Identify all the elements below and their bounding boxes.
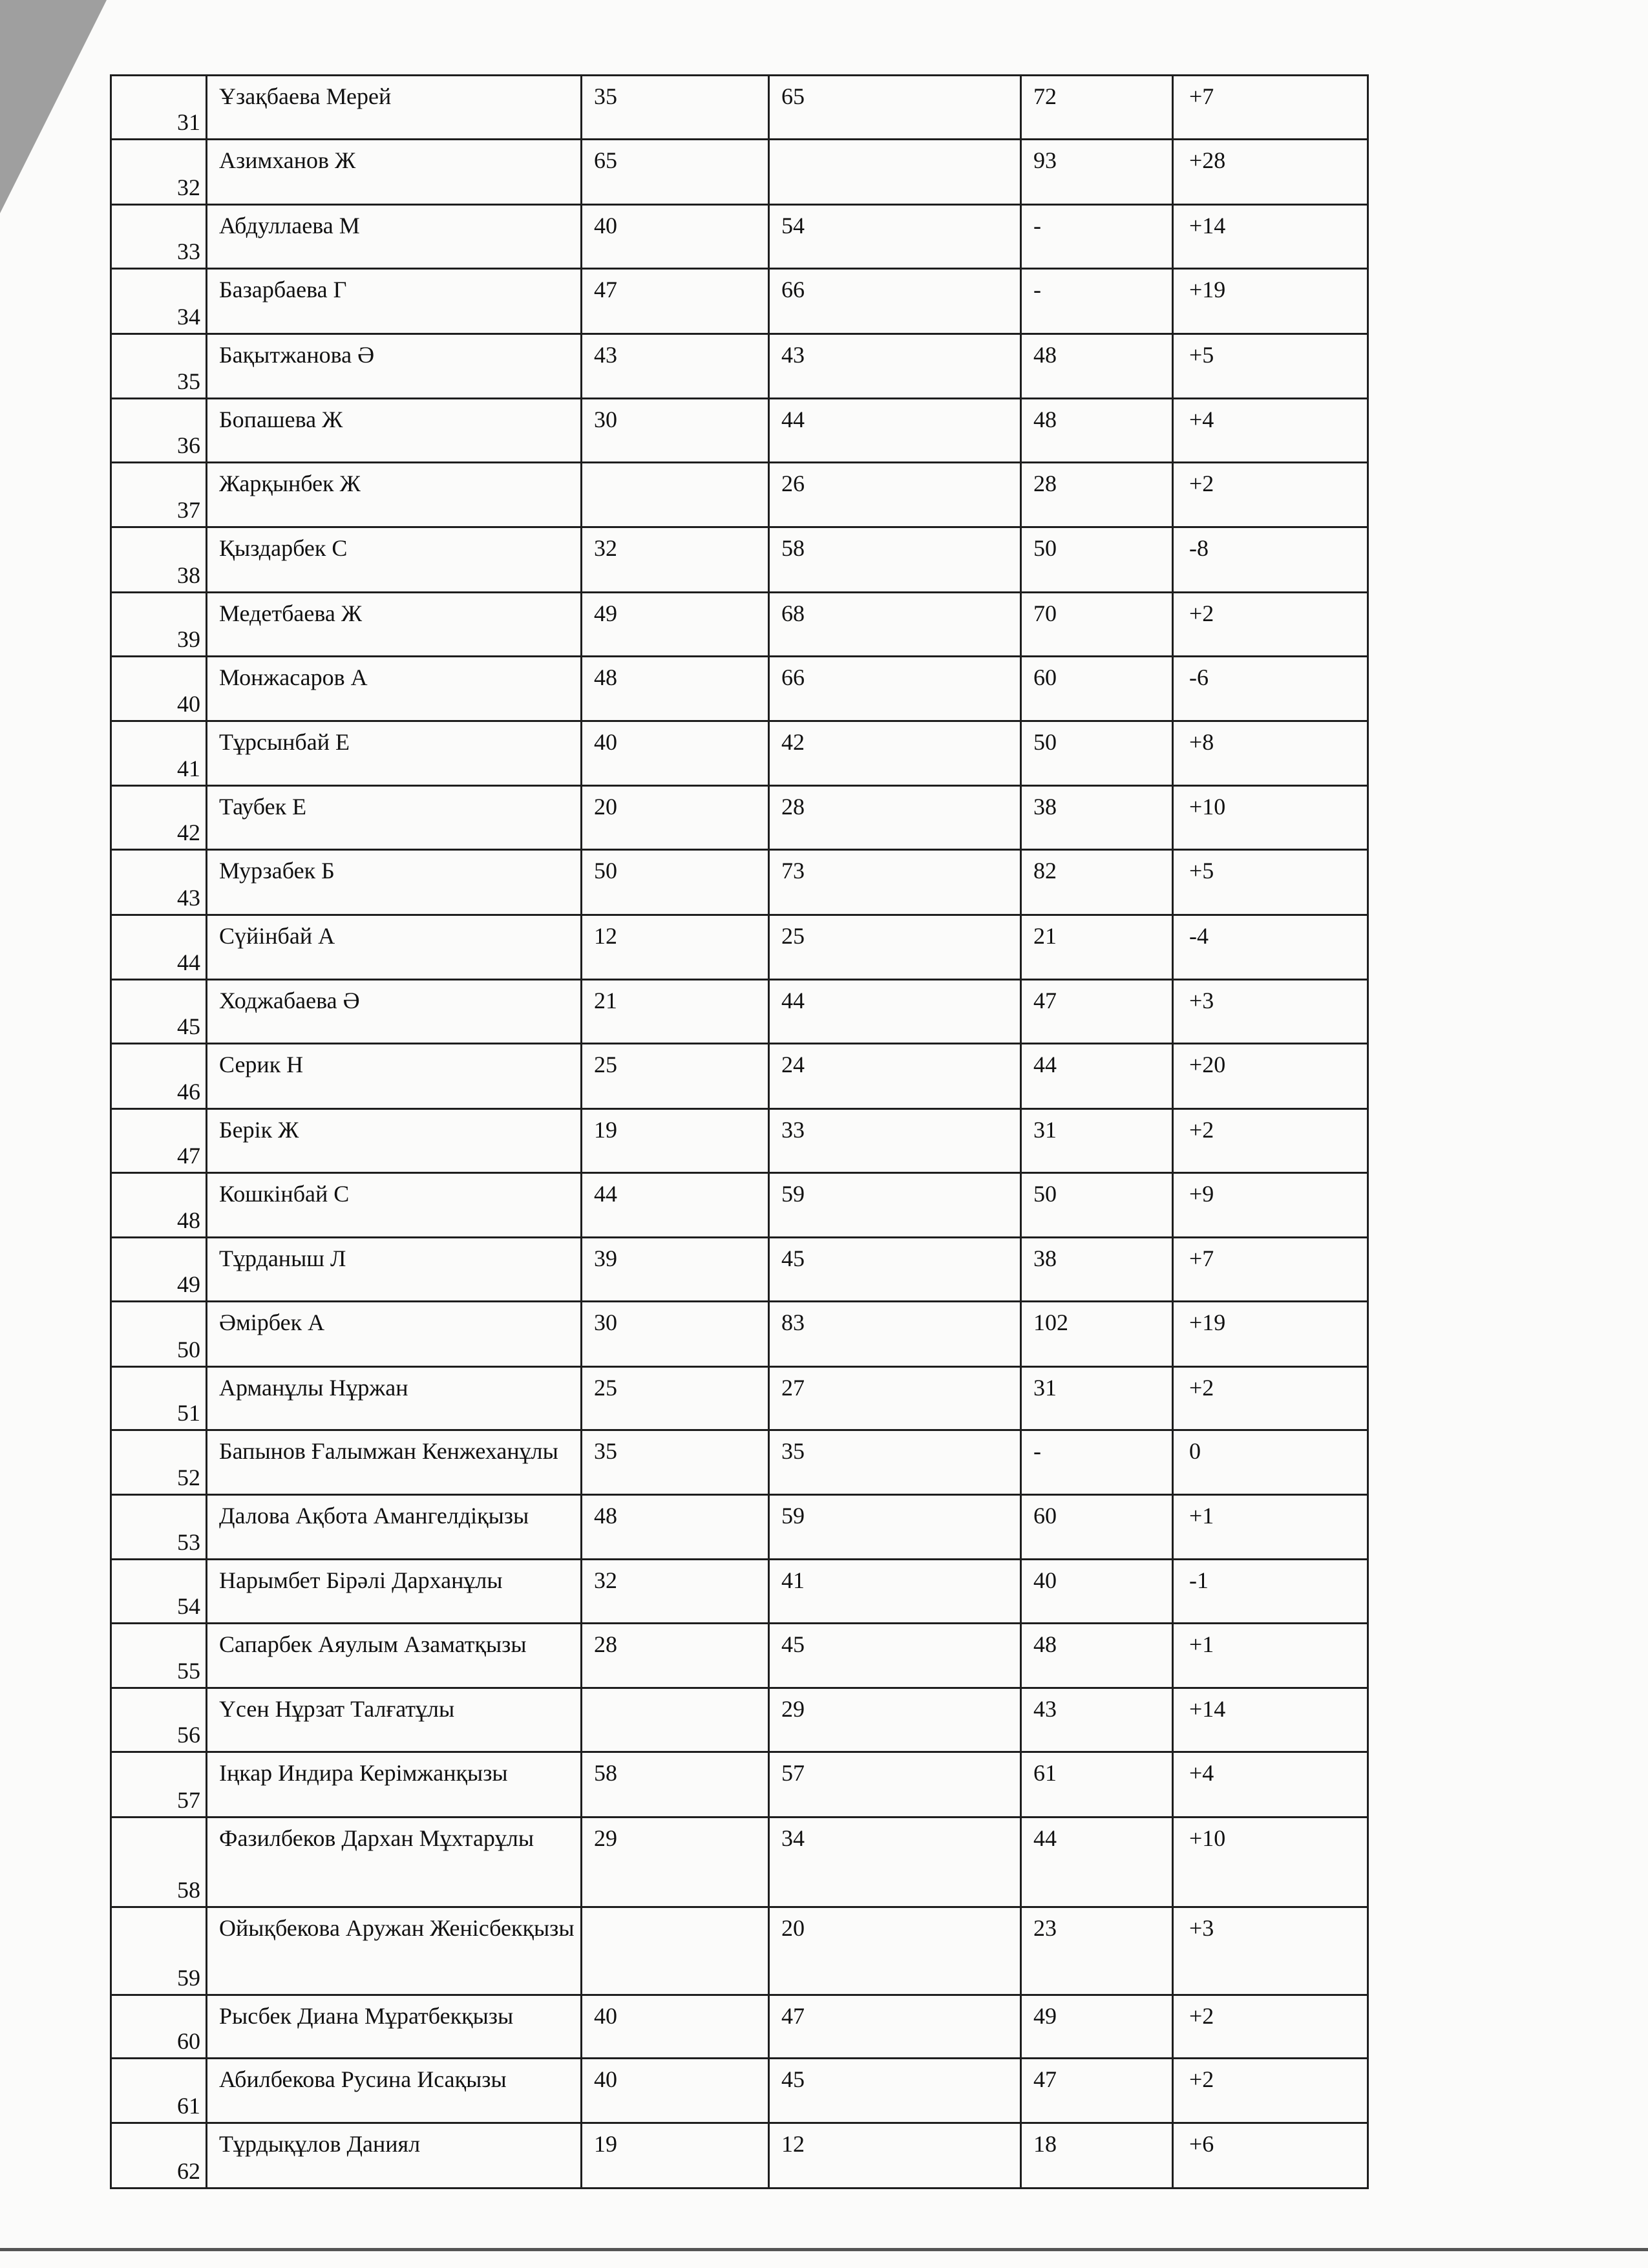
score-3: 43 [1021,1688,1173,1752]
score-2: 44 [769,980,1021,1044]
table-row [111,2059,1368,2123]
row-number: 38 [111,527,207,593]
score-1: 28 [582,1624,769,1688]
student-name: Азимханов Ж [207,140,582,205]
score-change: +5 [1173,334,1368,399]
score-1: 20 [582,786,769,850]
score-change: +1 [1173,1624,1368,1688]
score-3: 50 [1021,527,1173,593]
row-number: 44 [111,915,207,980]
score-change: +1 [1173,1495,1368,1560]
student-name: Үсен Нұрзат Талғатұлы [207,1688,582,1752]
score-2: 58 [769,527,1021,593]
score-3: 21 [1021,915,1173,980]
score-1: 65 [582,140,769,205]
table-row [111,721,1368,786]
score-1 [582,1688,769,1752]
row-number: 57 [111,1752,207,1818]
score-1: 21 [582,980,769,1044]
student-name: Бапынов Ғалымжан Кенжеханұлы [207,1430,582,1495]
score-1: 25 [582,1367,769,1430]
table-row [111,1907,1368,1995]
score-2: 41 [769,1560,1021,1624]
table-row [111,980,1368,1044]
student-name: Сүйінбай А [207,915,582,980]
score-1: 48 [582,657,769,721]
table-row [111,915,1368,980]
score-2 [769,140,1021,205]
table-row [111,76,1368,140]
student-name: Кошкінбай С [207,1173,582,1238]
score-3: 48 [1021,334,1173,399]
score-2: 45 [769,1624,1021,1688]
table-row [111,593,1368,657]
table-row [111,850,1368,915]
score-1: 30 [582,1302,769,1367]
score-change: +5 [1173,850,1368,915]
score-3: 18 [1021,2123,1173,2189]
score-3: 31 [1021,1109,1173,1173]
row-number: 61 [111,2059,207,2123]
score-1: 39 [582,1238,769,1302]
row-number: 47 [111,1109,207,1173]
table-row [111,205,1368,269]
score-2: 83 [769,1302,1021,1367]
score-change: +10 [1173,786,1368,850]
score-3: 72 [1021,76,1173,140]
row-number: 36 [111,399,207,463]
student-name: Серик Н [207,1044,582,1109]
score-3: 48 [1021,1624,1173,1688]
score-change: +4 [1173,1752,1368,1818]
score-change: +4 [1173,399,1368,463]
score-3: - [1021,1430,1173,1495]
student-name: Бақытжанова Ә [207,334,582,399]
score-1: 19 [582,1109,769,1173]
table-row [111,1173,1368,1238]
student-name: Абдуллаева М [207,205,582,269]
score-2: 59 [769,1173,1021,1238]
score-change: +3 [1173,980,1368,1044]
student-name: Тұрсынбай Е [207,721,582,786]
student-name: Базарбаева Г [207,269,582,334]
score-2: 66 [769,657,1021,721]
score-2: 65 [769,76,1021,140]
row-number: 39 [111,593,207,657]
score-3: 38 [1021,1238,1173,1302]
row-number: 56 [111,1688,207,1752]
score-change: +2 [1173,463,1368,527]
score-3: 31 [1021,1367,1173,1430]
score-change: +7 [1173,1238,1368,1302]
score-3: 60 [1021,1495,1173,1560]
row-number: 35 [111,334,207,399]
score-1: 32 [582,1560,769,1624]
score-change: +14 [1173,205,1368,269]
score-1: 50 [582,850,769,915]
score-change: +10 [1173,1818,1368,1907]
score-change: -1 [1173,1560,1368,1624]
score-2: 73 [769,850,1021,915]
student-name: Ұзақбаева Мерей [207,76,582,140]
score-change: +3 [1173,1907,1368,1995]
row-number: 60 [111,1995,207,2059]
table-row [111,334,1368,399]
table-row [111,527,1368,593]
score-2: 12 [769,2123,1021,2189]
table-row [111,140,1368,205]
score-2: 28 [769,786,1021,850]
score-1: 48 [582,1495,769,1560]
score-2: 43 [769,334,1021,399]
score-3: 102 [1021,1302,1173,1367]
scan-bottom-edge [0,2248,1648,2251]
score-2: 42 [769,721,1021,786]
score-change: 0 [1173,1430,1368,1495]
score-1: 40 [582,2059,769,2123]
score-2: 44 [769,399,1021,463]
student-name: Медетбаева Ж [207,593,582,657]
score-3: 82 [1021,850,1173,915]
row-number: 45 [111,980,207,1044]
student-name: Абилбекова Русина Исақызы [207,2059,582,2123]
row-number: 58 [111,1818,207,1907]
row-number: 62 [111,2123,207,2189]
score-2: 33 [769,1109,1021,1173]
score-change: +2 [1173,2059,1368,2123]
table-row [111,1109,1368,1173]
row-number: 55 [111,1624,207,1688]
row-number: 33 [111,205,207,269]
table-row [111,1688,1368,1752]
score-1: 40 [582,721,769,786]
score-change: +2 [1173,593,1368,657]
row-number: 40 [111,657,207,721]
row-number: 37 [111,463,207,527]
score-3: 93 [1021,140,1173,205]
score-2: 25 [769,915,1021,980]
table-row [111,1302,1368,1367]
table-row [111,1818,1368,1907]
score-2: 47 [769,1995,1021,2059]
score-change: +8 [1173,721,1368,786]
score-1 [582,1907,769,1995]
student-name: Тұрдықұлов Даниял [207,2123,582,2189]
results-table-body [111,76,1368,2189]
student-name: Фазилбеков Дархан Мұхтарұлы [207,1818,582,1907]
score-3: 49 [1021,1995,1173,2059]
student-name: Далова Ақбота Амангелдіқызы [207,1495,582,1560]
student-name: Ходжабаева Ә [207,980,582,1044]
score-1: 12 [582,915,769,980]
score-change: +9 [1173,1173,1368,1238]
row-number: 59 [111,1907,207,1995]
score-1: 25 [582,1044,769,1109]
score-change: +19 [1173,269,1368,334]
score-change: +14 [1173,1688,1368,1752]
score-1: 47 [582,269,769,334]
table-row [111,1995,1368,2059]
table-row [111,657,1368,721]
score-3: 44 [1021,1044,1173,1109]
score-change: +19 [1173,1302,1368,1367]
score-1: 32 [582,527,769,593]
score-2: 35 [769,1430,1021,1495]
table-row [111,2123,1368,2189]
score-3: 44 [1021,1818,1173,1907]
row-number: 52 [111,1430,207,1495]
score-change: -4 [1173,915,1368,980]
score-2: 45 [769,1238,1021,1302]
row-number: 48 [111,1173,207,1238]
table-row [111,1560,1368,1624]
score-3: 47 [1021,2059,1173,2123]
score-change: -8 [1173,527,1368,593]
results-table [110,74,1369,2189]
score-3: 60 [1021,657,1173,721]
score-2: 34 [769,1818,1021,1907]
score-change: +7 [1173,76,1368,140]
score-change: +2 [1173,1367,1368,1430]
score-3: 48 [1021,399,1173,463]
student-name: Таубек Е [207,786,582,850]
row-number: 49 [111,1238,207,1302]
score-1: 58 [582,1752,769,1818]
row-number: 50 [111,1302,207,1367]
student-name: Ойықбекова Аружан Женісбекқызы [207,1907,582,1995]
row-number: 43 [111,850,207,915]
scan-corner-shadow [0,0,107,213]
student-name: Тұрданыш Л [207,1238,582,1302]
student-name: Қыздарбек С [207,527,582,593]
row-number: 51 [111,1367,207,1430]
score-change: +6 [1173,2123,1368,2189]
score-change: -6 [1173,657,1368,721]
table-row [111,1495,1368,1560]
table-row [111,1430,1368,1495]
score-2: 26 [769,463,1021,527]
student-name: Нарымбет Бірәлі Дарханұлы [207,1560,582,1624]
score-1: 49 [582,593,769,657]
score-3: 70 [1021,593,1173,657]
score-3: 50 [1021,721,1173,786]
score-3: 61 [1021,1752,1173,1818]
table-row [111,463,1368,527]
table-row [111,1238,1368,1302]
row-number: 54 [111,1560,207,1624]
row-number: 34 [111,269,207,334]
score-2: 29 [769,1688,1021,1752]
score-1: 19 [582,2123,769,2189]
score-2: 66 [769,269,1021,334]
score-1: 44 [582,1173,769,1238]
score-3: 28 [1021,463,1173,527]
student-name: Жарқынбек Ж [207,463,582,527]
score-3: - [1021,269,1173,334]
score-change: +20 [1173,1044,1368,1109]
score-1: 40 [582,1995,769,2059]
table-row [111,269,1368,334]
table-row [111,786,1368,850]
score-3: 38 [1021,786,1173,850]
score-1: 40 [582,205,769,269]
table-row [111,1044,1368,1109]
student-name: Рысбек Диана Мұратбекқызы [207,1995,582,2059]
student-name: Монжасаров А [207,657,582,721]
student-name: Әмірбек А [207,1302,582,1367]
student-name: Сапарбек Аяулым Азаматқызы [207,1624,582,1688]
score-2: 24 [769,1044,1021,1109]
student-name: Мурзабек Б [207,850,582,915]
score-change: +28 [1173,140,1368,205]
score-change: +2 [1173,1995,1368,2059]
score-1: 35 [582,1430,769,1495]
score-3: 47 [1021,980,1173,1044]
score-2: 20 [769,1907,1021,1995]
table-row [111,1367,1368,1430]
score-3: 23 [1021,1907,1173,1995]
score-1: 29 [582,1818,769,1907]
row-number: 53 [111,1495,207,1560]
student-name: Іңкар Индира Керімжанқызы [207,1752,582,1818]
score-1: 35 [582,76,769,140]
student-name: Берік Ж [207,1109,582,1173]
row-number: 32 [111,140,207,205]
row-number: 41 [111,721,207,786]
score-2: 45 [769,2059,1021,2123]
score-3: 50 [1021,1173,1173,1238]
score-2: 27 [769,1367,1021,1430]
score-2: 54 [769,205,1021,269]
score-2: 68 [769,593,1021,657]
score-2: 57 [769,1752,1021,1818]
student-name: Арманұлы Нұржан [207,1367,582,1430]
score-1: 43 [582,334,769,399]
row-number: 42 [111,786,207,850]
score-1 [582,463,769,527]
table-row [111,1624,1368,1688]
score-3: - [1021,205,1173,269]
student-name: Бопашева Ж [207,399,582,463]
score-1: 30 [582,399,769,463]
row-number: 31 [111,76,207,140]
score-change: +2 [1173,1109,1368,1173]
score-3: 40 [1021,1560,1173,1624]
table-row [111,399,1368,463]
table-row [111,1752,1368,1818]
score-2: 59 [769,1495,1021,1560]
row-number: 46 [111,1044,207,1109]
